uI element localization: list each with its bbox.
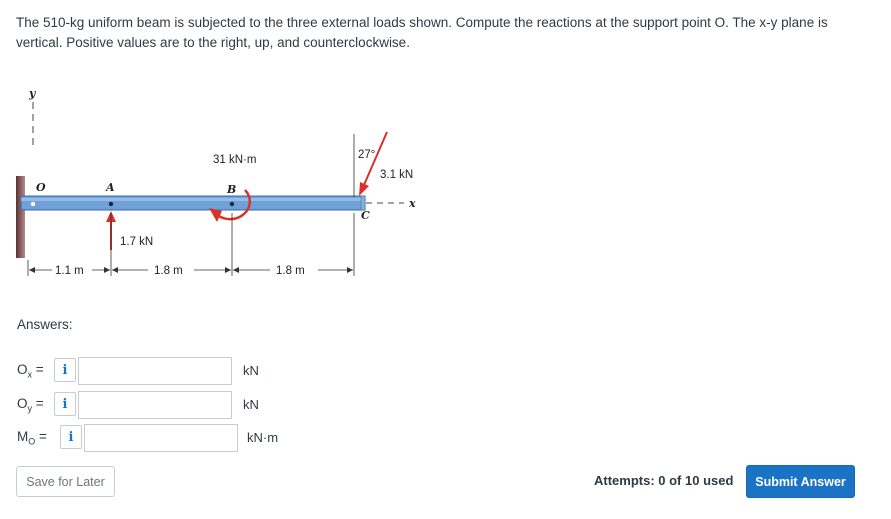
ox-unit: kN: [243, 363, 259, 378]
answer-var-ox: $O_x$ =: [17, 362, 44, 380]
oy-unit: kN: [243, 397, 259, 412]
problem-statement: The 510-kg uniform beam is subjected to the three external loads shown. Compute the reactions at the support point O. The x-y plane is vertical. Positive values are to the right, up, and counterclockwise.: [16, 15, 828, 50]
answer-var-oy: $O_y$ =: [17, 396, 44, 414]
dimension-3-label: 1.8 m: [276, 265, 305, 277]
ox-answer-input[interactable]: [78, 357, 232, 385]
angle-c-label: 27°: [358, 149, 376, 161]
mo-answer-input[interactable]: [84, 424, 238, 452]
dimension-1-label: 1.1 m: [55, 265, 84, 277]
force-c-label: 3.1 kN: [380, 169, 414, 181]
moment-b-label: 31 kN·m: [213, 154, 257, 166]
attempts-counter: Attempts: 0 of 10 used: [594, 473, 734, 488]
x-axis-label: x: [409, 197, 416, 210]
answers-heading: Answers:: [17, 317, 73, 332]
point-b-label: B: [227, 183, 237, 196]
point-o-dot: [31, 202, 35, 206]
oy-answer-input[interactable]: [78, 391, 232, 419]
point-a-dot: [109, 202, 113, 206]
info-icon[interactable]: i: [54, 392, 76, 416]
info-icon[interactable]: i: [60, 425, 82, 449]
info-icon[interactable]: i: [54, 358, 76, 382]
point-c-label: C: [361, 209, 370, 222]
force-a-label: 1.7 kN: [120, 236, 154, 248]
answer-var-mo: $M_O$ =: [17, 429, 47, 447]
dimension-2-label: 1.8 m: [154, 265, 183, 277]
point-a-label: A: [106, 181, 115, 194]
y-axis-label: y: [29, 87, 36, 100]
save-for-later-button[interactable]: Save for Later: [16, 466, 115, 497]
point-o-label: O: [36, 181, 46, 194]
mo-unit: kN·m: [247, 430, 279, 445]
submit-answer-button[interactable]: Submit Answer: [746, 465, 855, 498]
point-b-dot: [230, 202, 234, 206]
beam-figure: [0, 80, 470, 290]
